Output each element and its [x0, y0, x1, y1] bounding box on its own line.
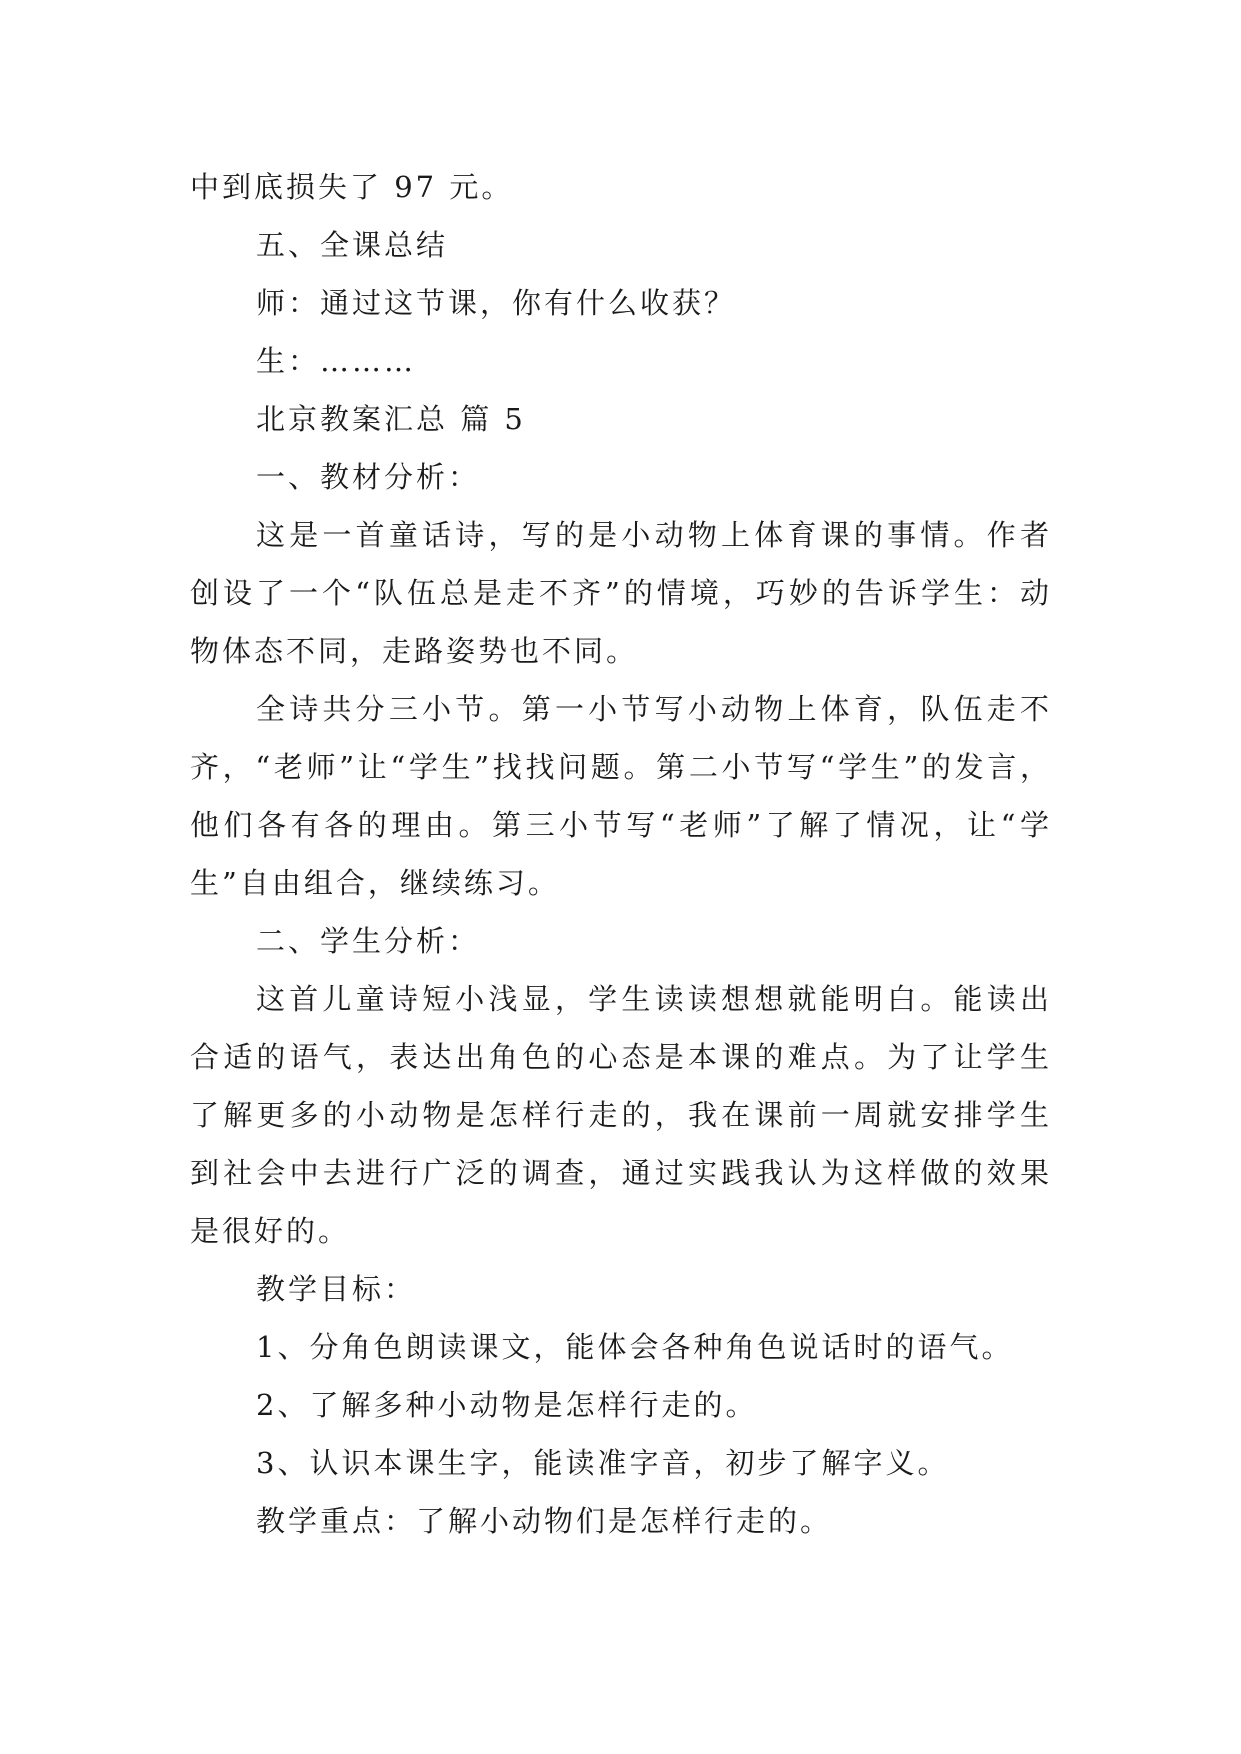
paragraph-continuation: 中到底损失了 97 元。: [190, 170, 514, 204]
teaching-goal-item: 1、分角色朗读课文，能体会各种角色说话时的语气。: [256, 1330, 1014, 1364]
teaching-goal-item: 3、认识本课生字，能读准字音，初步了解字义。: [256, 1446, 950, 1480]
section-heading-material-analysis: 一、教材分析：: [256, 460, 481, 494]
teaching-key-point: 教学重点：了解小动物们是怎样行走的。: [256, 1504, 833, 1538]
article-heading: 北京教案汇总 篇 5: [256, 402, 526, 436]
section-heading-student-analysis: 二、学生分析：: [256, 924, 481, 958]
paragraph-material-intro: 这是一首童话诗，写的是小动物上体育课的事情。作者创设了一个“队伍总是走不齐”的情境，巧妙的告诉学生：动物体态不同，走路姿势也不同。: [190, 518, 1052, 668]
section-heading-summary: 五、全课总结: [256, 228, 449, 262]
teaching-goal-item: 2、了解多种小动物是怎样行走的。: [256, 1388, 758, 1422]
section-heading-teaching-goals: 教学目标：: [256, 1272, 417, 1306]
paragraph-poem-structure: 全诗共分三小节。第一小节写小动物上体育，队伍走不齐，“老师”让“学生”找找问题。第二小节写“学生”的发言，他们各有各的理由。第三小节写“老师”了解了情况，让“学生”自由组合，继续练习。: [190, 692, 1052, 900]
document-body: [190, 158, 1052, 1550]
student-answer: 生：………: [256, 344, 417, 378]
paragraph-student-analysis: 这首儿童诗短小浅显，学生读读想想就能明白。能读出合适的语气，表达出角色的心态是本课的难点。为了让学生了解更多的小动物是怎样行走的，我在课前一周就安排学生到社会中去进行广泛的调查，通过实践我认为这样做的效果是很好的。: [190, 982, 1052, 1248]
teacher-question: 师：通过这节课，你有什么收获？: [256, 286, 737, 320]
